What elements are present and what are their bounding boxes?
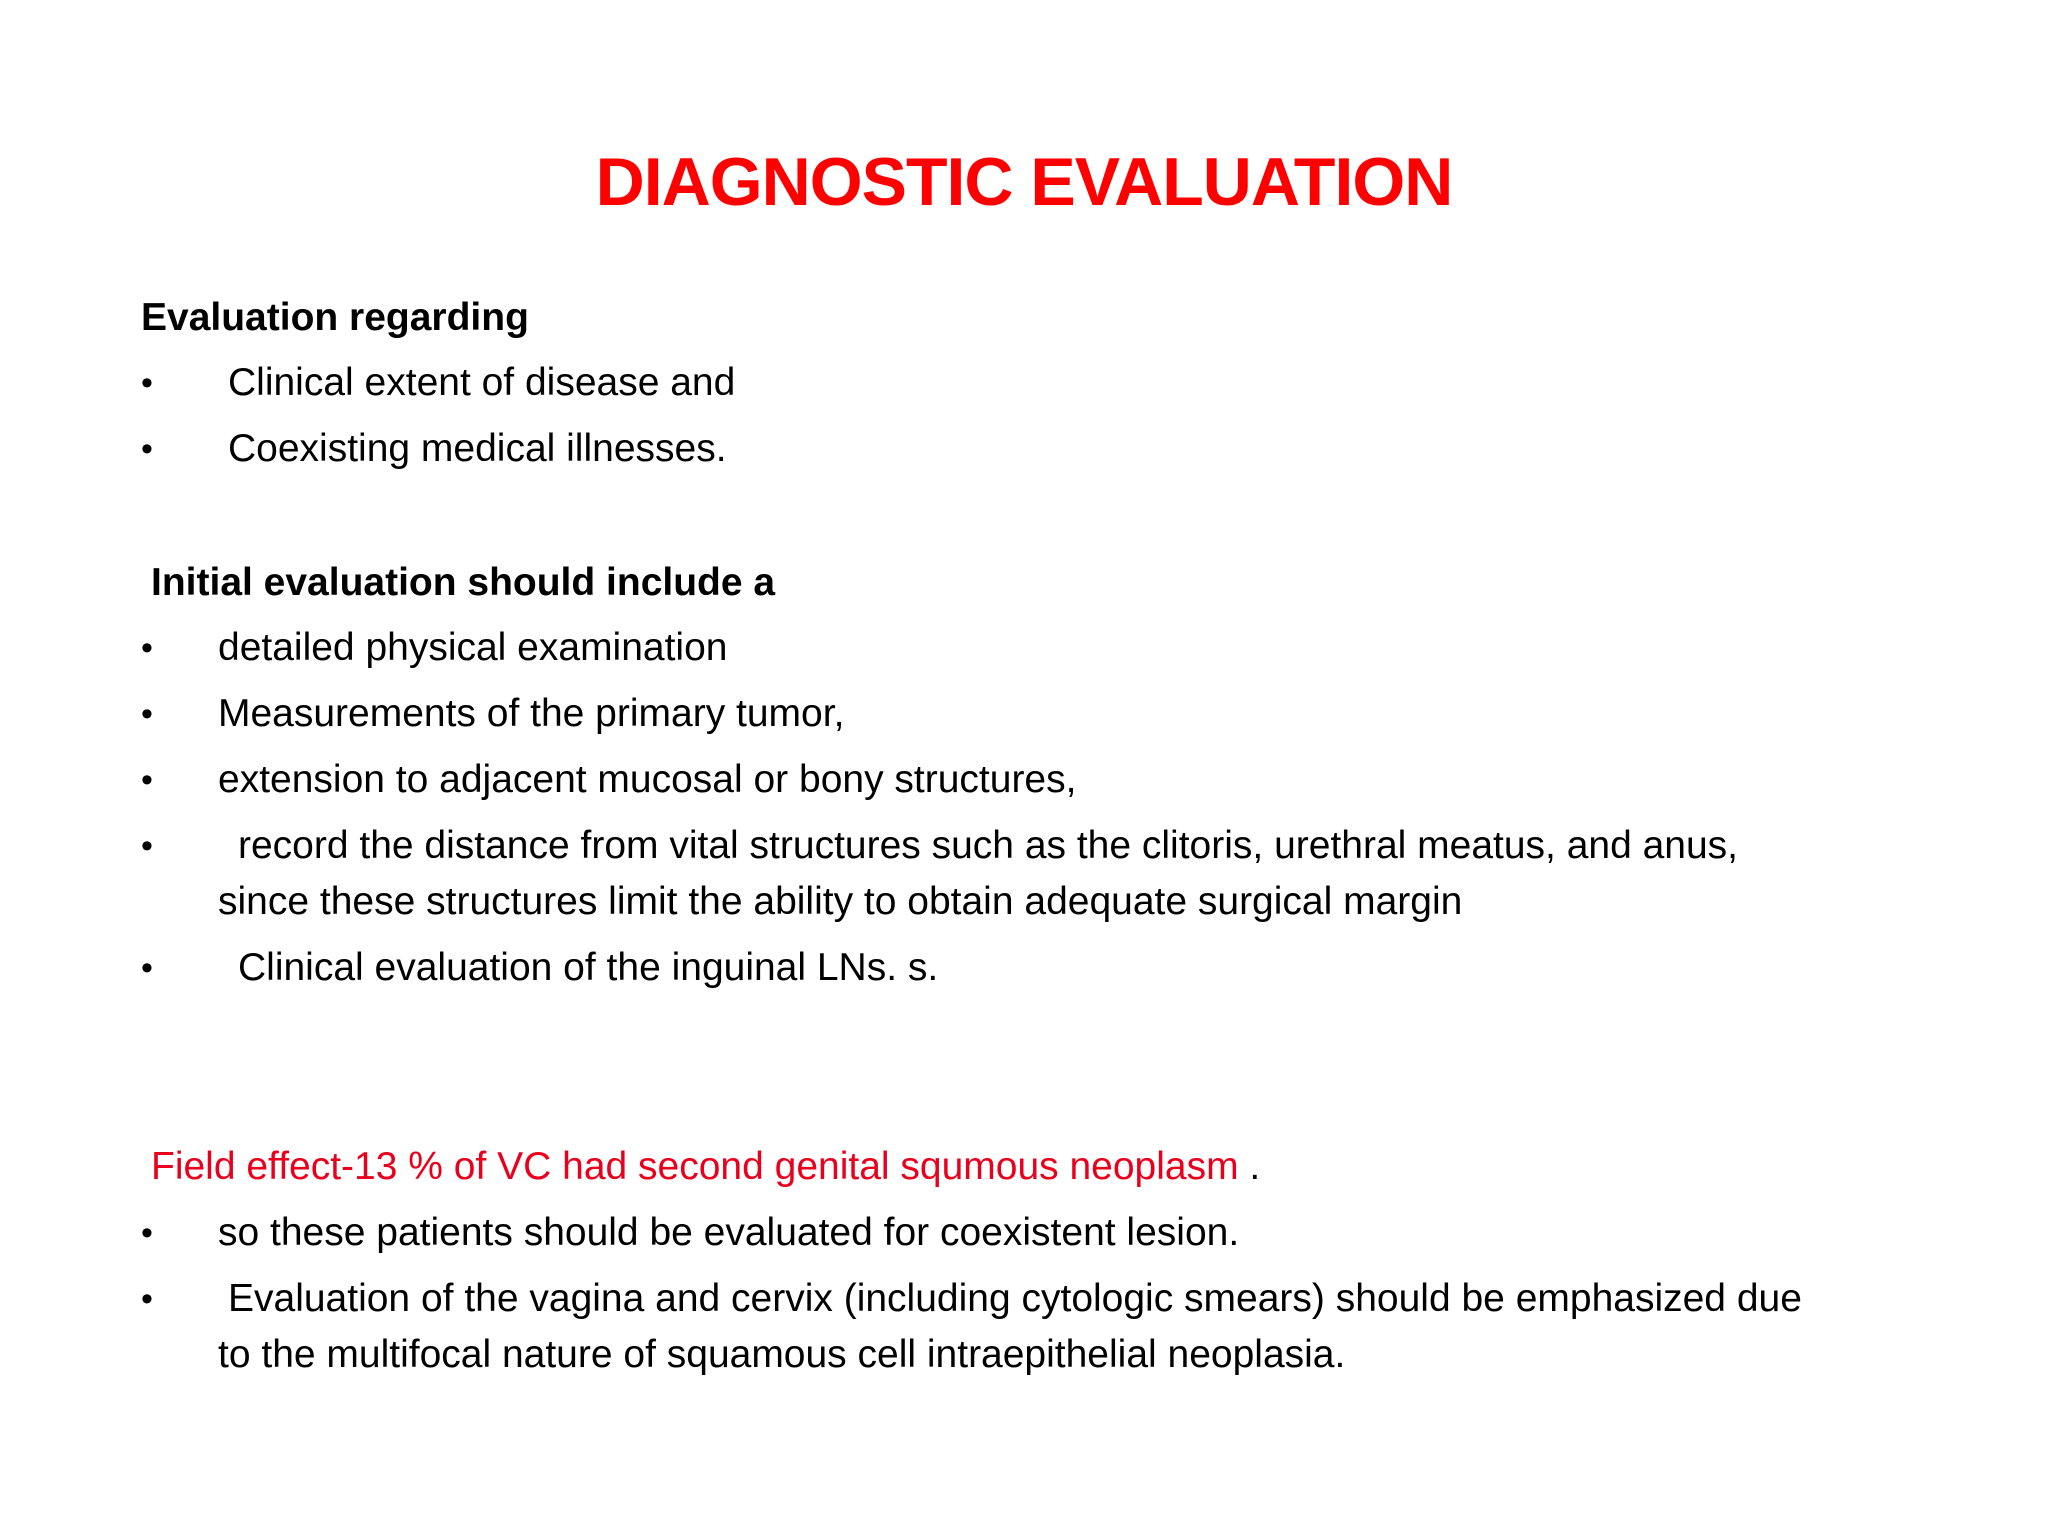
- list-item-text: since these structures limit the ability to obtain adequate surgical margin: [218, 880, 1463, 923]
- bullet-icon: •: [141, 1280, 153, 1318]
- list-item-text: Measurements of the primary tumor,: [218, 692, 845, 735]
- list-item-text: Evaluation of the vagina and cervix (including cytologic smears) should be emphasized due: [228, 1277, 1802, 1320]
- section-heading-evaluation-regarding: Evaluation regarding: [141, 296, 529, 339]
- bullet-icon: •: [141, 364, 153, 402]
- list-item-text: Coexisting medical illnesses.: [228, 427, 727, 470]
- list-item-text: record the distance from vital structures such as the clitoris, urethral meatus, and anus,: [238, 824, 1739, 867]
- list-item-text: Clinical extent of disease and: [228, 361, 736, 404]
- list-item-text: detailed physical examination: [218, 626, 728, 669]
- list-item-text: to the multifocal nature of squamous cell intraepithelial neoplasia.: [218, 1333, 1346, 1376]
- bullet-icon: •: [141, 1214, 153, 1252]
- slide-title: DIAGNOSTIC EVALUATION: [595, 144, 1453, 220]
- bullet-icon: •: [141, 430, 153, 468]
- bullet-icon: •: [141, 827, 153, 865]
- bullet-icon: •: [141, 629, 153, 667]
- bullet-icon: •: [141, 695, 153, 733]
- field-effect-note-red: Field effect-13 % of VC had second genital squmous neoplasm: [151, 1145, 1239, 1188]
- section-heading-initial-evaluation: Initial evaluation should include a: [151, 561, 776, 604]
- list-item-text: so these patients should be evaluated for coexistent lesion.: [218, 1211, 1240, 1254]
- field-effect-note-tail: .: [1238, 1145, 1261, 1188]
- list-item-text: extension to adjacent mucosal or bony structures,: [218, 758, 1077, 801]
- field-effect-note: [151, 1139, 1260, 1195]
- bullet-icon: •: [141, 949, 153, 987]
- bullet-icon: •: [141, 761, 153, 799]
- list-item-text: Clinical evaluation of the inguinal LNs. s.: [238, 946, 939, 989]
